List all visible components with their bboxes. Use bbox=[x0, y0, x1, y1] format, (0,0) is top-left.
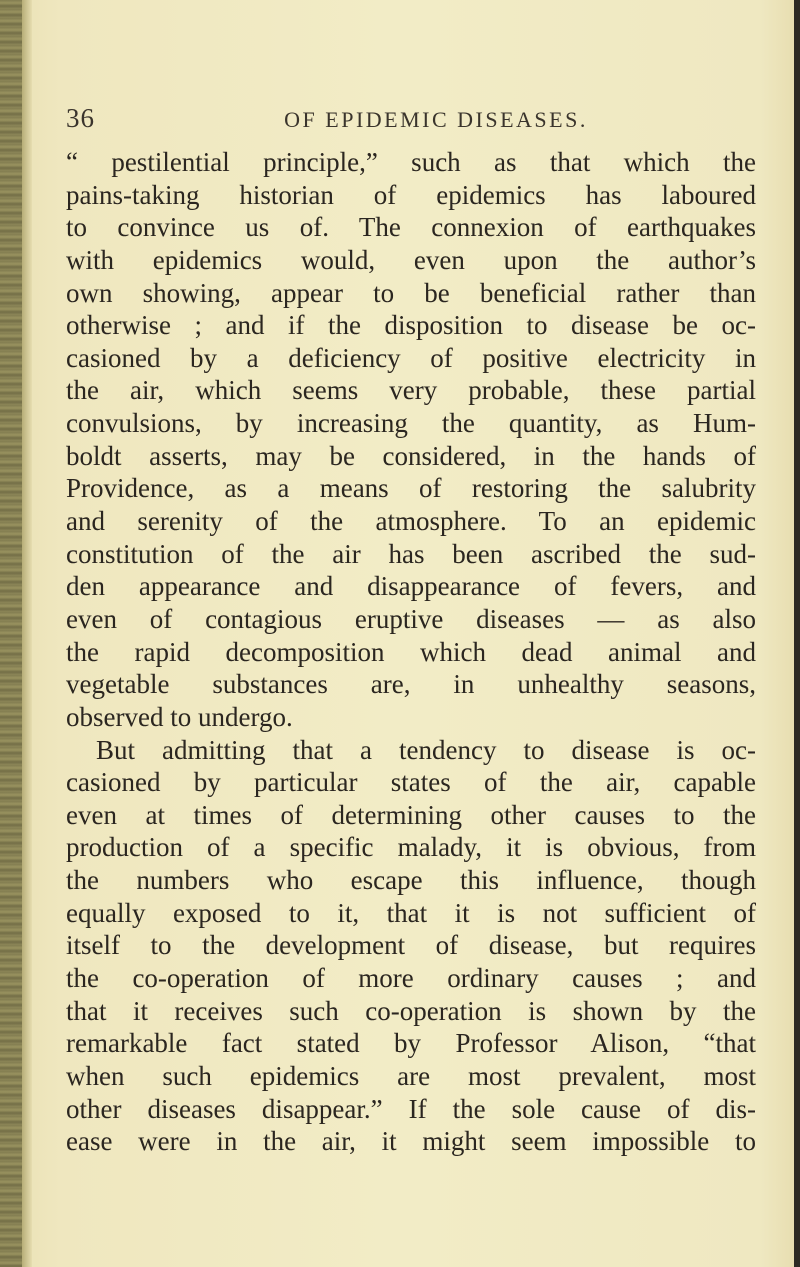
text-line: the numbers who escape this influence, though bbox=[66, 865, 756, 896]
body-text bbox=[66, 146, 756, 1158]
text-line: den appearance and disappearance of fevers, and bbox=[66, 571, 756, 602]
text-line: Providence, as a means of restoring the salubrity bbox=[66, 473, 756, 504]
text-line: the co-operation of more ordinary causes ; and bbox=[66, 963, 756, 994]
text-line: own showing, appear to be beneficial rather than bbox=[66, 277, 756, 308]
page-number: 36 bbox=[66, 103, 95, 133]
binding-gutter bbox=[0, 0, 22, 1267]
text-line: even of contagious eruptive diseases — as also bbox=[66, 603, 756, 634]
page-edge bbox=[794, 0, 800, 1267]
text-line: pains-taking historian of epidemics has laboured bbox=[66, 179, 756, 210]
running-head: OF EPIDEMIC DISEASES. bbox=[284, 107, 588, 132]
paragraph-start-line: But admitting that a tendency to disease is oc- bbox=[96, 734, 756, 765]
text-line: remarkable fact stated by Professor Alison, “that bbox=[66, 1028, 756, 1059]
text-line: otherwise ; and if the disposition to disease be oc- bbox=[66, 310, 756, 341]
text-line: the air, which seems very probable, these partial bbox=[66, 375, 756, 406]
text-line: when such epidemics are most prevalent, most bbox=[66, 1060, 756, 1091]
text-line: with epidemics would, even upon the author’s bbox=[66, 244, 756, 275]
text-line: and serenity of the atmosphere. To an epidemic bbox=[66, 506, 756, 537]
text-line: even at times of determining other causes to the bbox=[66, 799, 756, 830]
binding-shadow bbox=[22, 0, 32, 1267]
text-line: constitution of the air has been ascribed the sud- bbox=[66, 538, 756, 569]
text-line: convulsions, by increasing the quantity, as Hum- bbox=[66, 408, 756, 439]
text-line: that it receives such co-operation is shown by the bbox=[66, 995, 756, 1026]
text-line: ease were in the air, it might seem impossible to bbox=[66, 1126, 756, 1157]
text-line: vegetable substances are, in unhealthy seasons, bbox=[66, 669, 756, 700]
text-line: equally exposed to it, that it is not sufficient of bbox=[66, 897, 756, 928]
text-line: the rapid decomposition which dead animal and bbox=[66, 636, 756, 667]
text-line: casioned by a deficiency of positive electricity in bbox=[66, 342, 756, 373]
text-line: to convince us of. The connexion of earthquakes bbox=[66, 212, 756, 243]
text-line: other diseases disappear.” If the sole cause of dis- bbox=[66, 1093, 756, 1124]
paragraph-end-line: observed to undergo. bbox=[66, 701, 293, 732]
text-line: production of a specific malady, it is obvious, from bbox=[66, 832, 756, 863]
text-line: boldt asserts, may be considered, in the hands of bbox=[66, 440, 756, 471]
page-header bbox=[66, 103, 756, 143]
text-line: itself to the development of disease, but requires bbox=[66, 930, 756, 961]
text-line: “ pestilential principle,” such as that which the bbox=[66, 147, 756, 177]
text-line: casioned by particular states of the air, capable bbox=[66, 767, 756, 798]
